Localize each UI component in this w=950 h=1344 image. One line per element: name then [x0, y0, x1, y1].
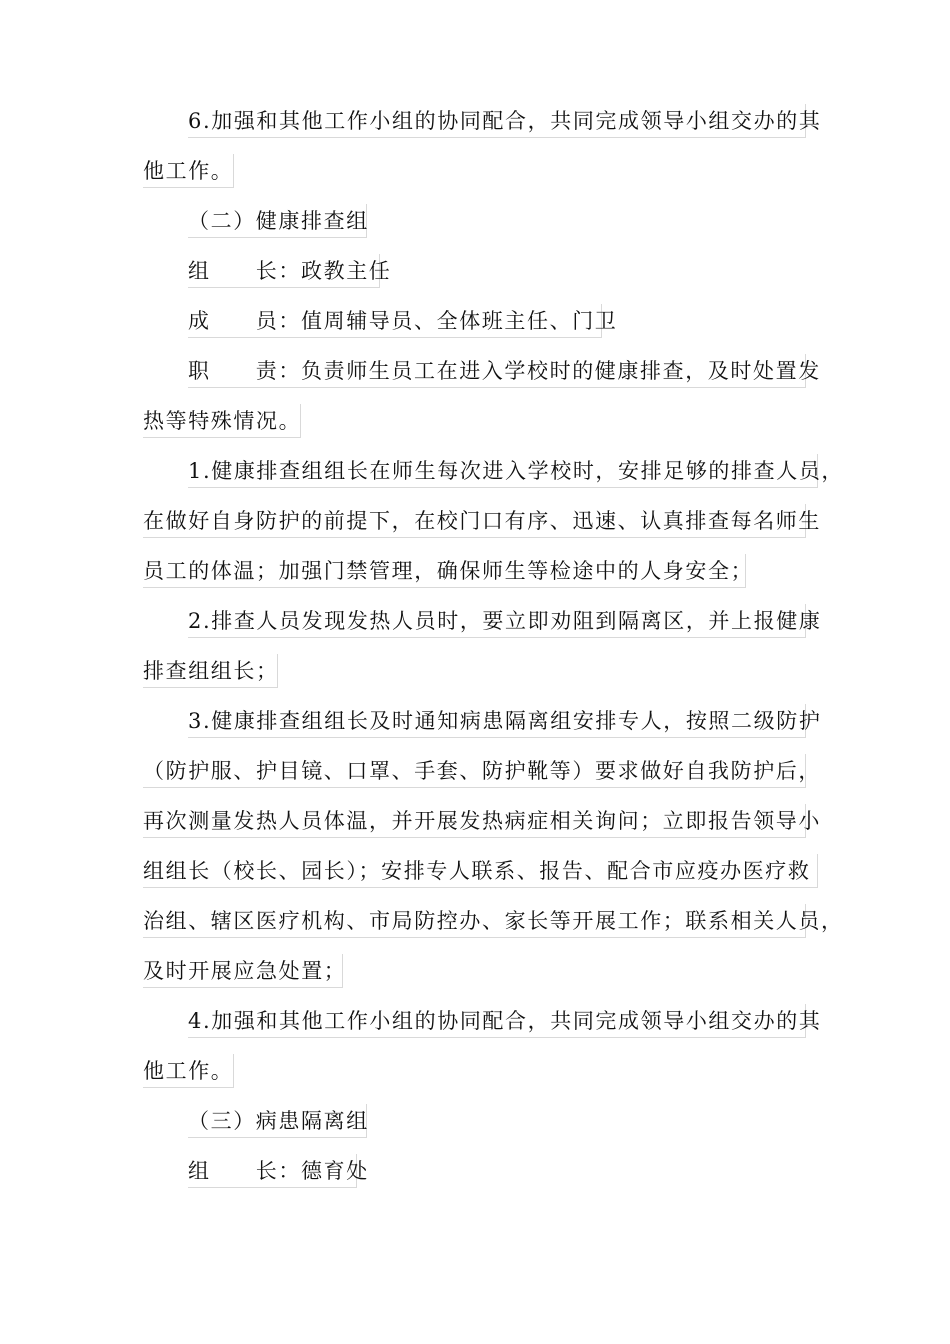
text-line: （防护服、护目镜、口罩、手套、防护靴等）要求做好自我防护后，	[143, 754, 806, 788]
text-line: 4.加强和其他工作小组的协同配合，共同完成领导小组交办的其	[188, 1004, 806, 1038]
section-heading: （三）病患隔离组	[188, 1104, 367, 1138]
text-line: 排查组组长；	[143, 654, 278, 688]
text-line: 组 长：政教主任	[188, 254, 380, 288]
text-line: 他工作。	[143, 154, 234, 188]
text-line: 治组、辖区医疗机构、市局防控办、家长等开展工作；联系相关人员，	[143, 904, 806, 938]
text-line: 及时开展应急处置；	[143, 954, 343, 988]
text-line: 热等特殊情况。	[143, 404, 301, 438]
text-line: 1.健康排查组组长在师生每次进入学校时，安排足够的排查人员，	[188, 454, 818, 488]
text-line: 6.加强和其他工作小组的协同配合，共同完成领导小组交办的其	[188, 104, 806, 138]
text-line: 再次测量发热人员体温，并开展发热病症相关询问；立即报告领导小	[143, 804, 806, 838]
text-line: 3.健康排查组组长及时通知病患隔离组安排专人，按照二级防护	[188, 704, 806, 738]
text-line: 组 长：德育处	[188, 1154, 357, 1188]
text-line: 成 员：值周辅导员、全体班主任、门卫	[188, 304, 602, 338]
text-line: 员工的体温；加强门禁管理，确保师生等检途中的人身安全；	[143, 554, 746, 588]
section-heading: （二）健康排查组	[188, 204, 367, 238]
text-line: 在做好自身防护的前提下，在校门口有序、迅速、认真排查每名师生	[143, 504, 806, 538]
text-line: 他工作。	[143, 1054, 234, 1088]
text-line: 组组长（校长、园长）；安排专人联系、报告、配合市应疫办医疗救	[143, 854, 818, 888]
text-line: 职 责：负责师生员工在进入学校时的健康排查，及时处置发	[188, 354, 806, 388]
text-line: 2.排查人员发现发热人员时，要立即劝阻到隔离区，并上报健康	[188, 604, 806, 638]
